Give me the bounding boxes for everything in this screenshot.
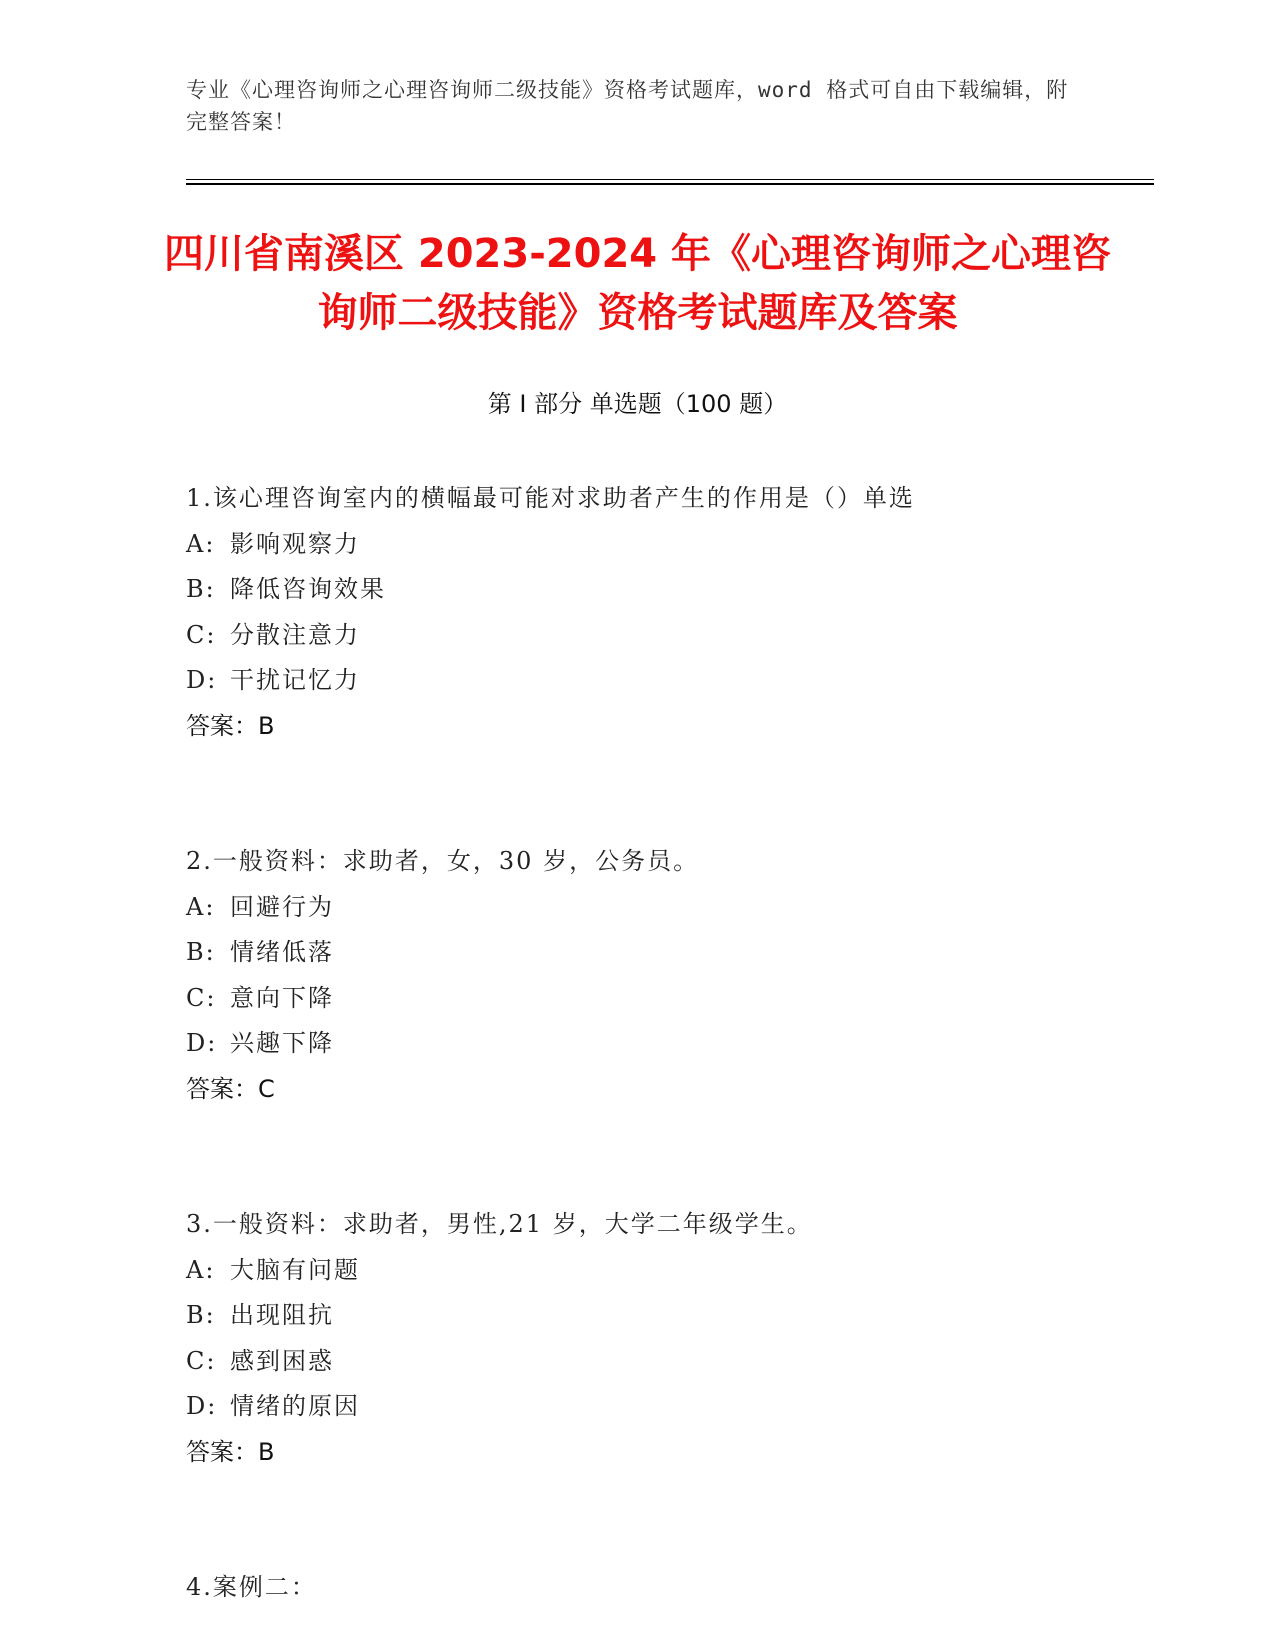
question-answer: 答案：B bbox=[186, 711, 275, 740]
section-heading: 第 I 部分 单选题（100 题） bbox=[487, 390, 788, 418]
question-option bbox=[186, 658, 1146, 704]
question-item bbox=[186, 839, 1146, 1112]
question-option bbox=[186, 1339, 1146, 1385]
option-key: C: bbox=[186, 620, 217, 649]
option-text: 意向下降 bbox=[230, 983, 334, 1012]
header-note: 专业《心理咨询师之心理咨询师二级技能》资格考试题库，word 格式可自由下载编辑，附完整答案！ bbox=[186, 78, 1069, 134]
option-text: 出现阻抗 bbox=[230, 1301, 334, 1329]
question-spacer bbox=[186, 749, 1146, 839]
option-text: 情绪的原因 bbox=[230, 1392, 360, 1420]
option-key: A: bbox=[186, 529, 216, 558]
option-text: 回避行为 bbox=[230, 892, 334, 921]
question-spacer bbox=[186, 1475, 1146, 1565]
option-text: 干扰记忆力 bbox=[230, 666, 360, 694]
question-option bbox=[186, 1248, 1146, 1294]
option-text: 感到困惑 bbox=[230, 1346, 334, 1375]
question-list bbox=[186, 476, 1146, 1611]
option-text: 影响观察力 bbox=[230, 529, 360, 558]
question-answer: 答案：C bbox=[186, 1074, 275, 1103]
option-key: D: bbox=[186, 1029, 218, 1057]
header-rule-thin bbox=[186, 179, 1154, 180]
question-item bbox=[186, 1202, 1146, 1475]
question-option bbox=[186, 1384, 1146, 1430]
header-rule-thick bbox=[186, 183, 1154, 185]
option-key: D: bbox=[186, 1392, 218, 1420]
question-item bbox=[186, 1565, 1146, 1611]
option-key: A: bbox=[186, 892, 216, 921]
question-option bbox=[186, 613, 1146, 659]
question-option bbox=[186, 567, 1146, 613]
question-answer: 答案：B bbox=[186, 1437, 275, 1466]
question-stem: 4.案例二： bbox=[186, 1573, 317, 1601]
option-key: C: bbox=[186, 983, 217, 1012]
question-spacer bbox=[186, 1112, 1146, 1202]
document-title: 四川省南溪区 2023-2024 年《心理咨询师之心理咨询师二级技能》资格考试题库及答案 bbox=[163, 231, 1112, 336]
question-item bbox=[186, 476, 1146, 749]
option-key: B: bbox=[186, 938, 216, 966]
question-stem: 1.该心理咨询室内的横幅最可能对求助者产生的作用是（）单选 bbox=[186, 484, 915, 512]
option-key: A: bbox=[186, 1255, 216, 1284]
question-option bbox=[186, 976, 1146, 1022]
option-key: B: bbox=[186, 575, 216, 603]
option-text: 兴趣下降 bbox=[230, 1029, 334, 1057]
question-option bbox=[186, 1293, 1146, 1339]
question-option bbox=[186, 930, 1146, 976]
option-key: C: bbox=[186, 1346, 217, 1375]
option-key: B: bbox=[186, 1301, 216, 1329]
option-text: 情绪低落 bbox=[230, 938, 334, 966]
option-key: D: bbox=[186, 666, 218, 694]
question-option bbox=[186, 522, 1146, 568]
option-text: 分散注意力 bbox=[230, 620, 360, 649]
option-text: 降低咨询效果 bbox=[230, 575, 386, 603]
question-option bbox=[186, 1021, 1146, 1067]
question-stem: 2.一般资料：求助者，女，30 岁，公务员。 bbox=[186, 847, 700, 875]
question-option bbox=[186, 885, 1146, 931]
question-stem: 3.一般资料：求助者，男性,21 岁，大学二年级学生。 bbox=[186, 1210, 813, 1238]
option-text: 大脑有问题 bbox=[230, 1255, 360, 1284]
